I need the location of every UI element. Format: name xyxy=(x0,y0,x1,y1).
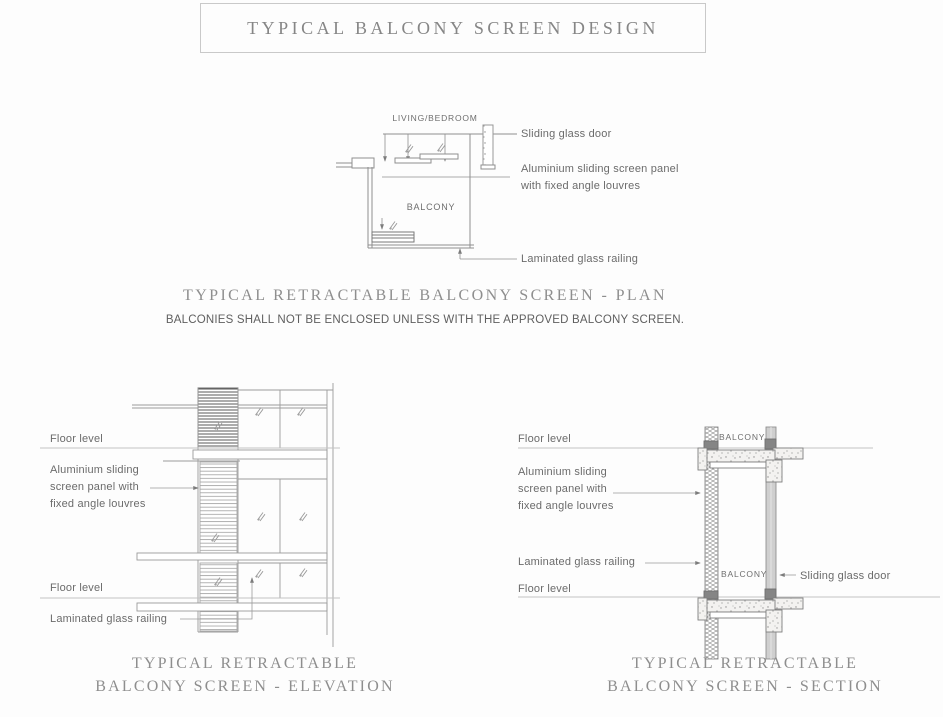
section-caption: TYPICAL RETRACTABLE BALCONY SCREEN - SECTION xyxy=(607,655,883,695)
elevation-caption: TYPICAL RETRACTABLE BALCONY SCREEN - ELEVATION xyxy=(95,655,395,695)
page-title: TYPICAL BALCONY SCREEN DESIGN xyxy=(247,17,659,38)
elevation-label-screen-panel: Aluminium sliding screen panel with fixed angle louvres xyxy=(50,464,146,510)
plan-room-label: LIVING/BEDROOM xyxy=(392,113,478,123)
section-balcony-label-upper: BALCONY xyxy=(719,432,766,442)
plan-drawing xyxy=(328,108,538,273)
plan-label-sliding-glass-door: Sliding glass door xyxy=(521,128,612,140)
section-balcony-label-lower: BALCONY xyxy=(721,569,768,579)
plan-label-laminated-glass-railing: Laminated glass railing xyxy=(521,253,639,265)
plan-caption: TYPICAL RETRACTABLE BALCONY SCREEN - PLAN xyxy=(183,287,667,304)
elevation-label-floor-level-upper: Floor level xyxy=(50,433,103,445)
plan-label-screen-panel: Aluminium sliding screen panel with fixed angle louvres xyxy=(521,163,679,192)
section-label-floor-level-lower: Floor level xyxy=(518,583,571,595)
section-drawing xyxy=(500,415,943,665)
elevation-label-laminated-glass-railing: Laminated glass railing xyxy=(50,613,168,625)
elevation-label-floor-level-lower: Floor level xyxy=(50,582,103,594)
plan-note: BALCONIES SHALL NOT BE ENCLOSED UNLESS WITH THE APPROVED BALCONY SCREEN. xyxy=(165,314,685,326)
section-label-sliding-glass-door: Sliding glass door xyxy=(800,570,891,582)
section-label-screen-panel: Aluminium sliding screen panel with fixed angle louvres xyxy=(518,466,614,512)
title-box xyxy=(200,3,706,53)
section-label-laminated-glass-railing: Laminated glass railing xyxy=(518,556,636,568)
plan-balcony-label: BALCONY xyxy=(406,202,456,212)
section-label-floor-level-upper: Floor level xyxy=(518,433,571,445)
